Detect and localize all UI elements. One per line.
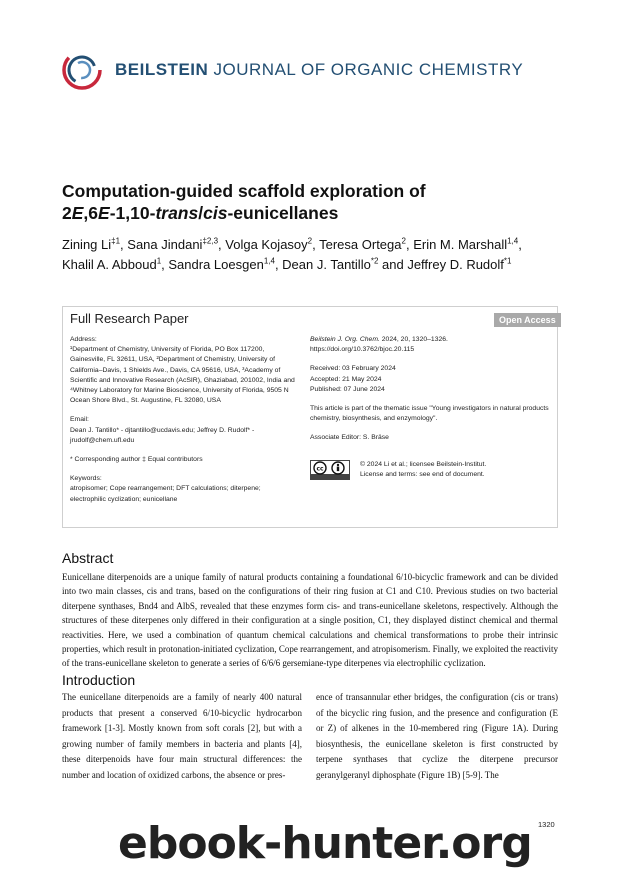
associate-editor: Associate Editor: S. Bräse — [310, 434, 389, 442]
accepted-date: Accepted: 21 May 2024 — [310, 375, 382, 383]
introduction-left-column: The eunicellane diterpenoids are a family of nearly 400 natural products that present a conserved 6/10-bicyclic hydrocarbon framework [1-3]. Mostly known from soft corals [2], but with a growing number of family members in bacteria and plants [4], these diterpenoids have four main structural differences: the number and location of oxidized carbons, the absence or pres- — [62, 692, 302, 780]
author: Sana Jindani$^{\ddagger 2,3}$, — [127, 236, 226, 252]
address-label: Address: — [70, 336, 97, 343]
author: Teresa Ortega$^2$, — [319, 236, 414, 252]
received-date: Received: 03 February 2024 — [310, 365, 396, 373]
author-list — [62, 235, 562, 275]
article-title: Computation-guided scaffold exploration of 2E,6E-1,10-trans/cis-eunicellanes — [62, 181, 426, 223]
author: Jeffrey D. Rudolf$^{*1}$ — [407, 256, 512, 272]
abstract-heading: Abstract — [62, 550, 114, 566]
thematic-issue-note: This article is part of the thematic issue "Young investigators in natural products chemistry, biosynthesis, and enzymology". — [310, 405, 549, 423]
published-date: Published: 07 June 2024 — [310, 385, 385, 393]
address-text: ¹Department of Chemistry, University of Florida, PO Box 117200, Gainesville, FL 32611, USA, ²Department of Chemistry, University of California–Davis, 1 Shields Ave., Davis, CA 95616, USA, ³Academy of Scientific and Innovative Research (AcSIR), Ghaziabad, 201002, India and ⁴Whitney Laboratory for Marine Bioscience, University of Florida, 9505 N Ocean Shore Blvd., St. Augustine, FL 32080, USA — [70, 346, 295, 405]
license-terms: License and terms: see end of document. — [360, 471, 485, 479]
keywords-label: Keywords: — [70, 475, 102, 483]
open-access-badge: Open Access — [494, 313, 561, 327]
copyright: © 2024 Li et al.; licensee Beilstein-Institut. — [360, 461, 487, 468]
keywords-text: atropisomer; Cope rearrangement; DFT calculations; diterpene; electrophilic cyclization; eunicellane — [70, 485, 261, 503]
info-right-column — [310, 335, 550, 453]
journal-name: BEILSTEIN JOURNAL OF ORGANIC CHEMISTRY — [115, 60, 524, 79]
abstract-text: Eunicellane diterpenoids are a unique family of natural products containing a foundational 6/10-bicyclic framework and can be divided into two main classes, cis and trans, based on the configurations of their ring fusion at C1 and C10. Previous studies on two bacterial diterpene synthases, Bnd4 and AlbS, revealed that these enzymes form cis- and trans-eunicellane skeletons, respectively. Although the structures of these diterpenes only differed in their configuration at a single position, C1, they displayed distinct chemical and thermal reactivities. Here, we used a combination of quantum chemical calculations and chemical transformations to probe their intrinsic properties, which result in protonation-initiated cyclization, Cope rearrangement, and atropisomerism. Finally, we exploited the reactivity of the trans-eunicellane skeleton to generate a series of 6/6/6 gersemiane-type diterpenes via electrophilic cyclization. — [62, 572, 558, 669]
doi-link[interactable]: https://doi.org/10.3762/bjoc.20.115 — [310, 346, 415, 354]
license-block — [360, 460, 555, 480]
introduction-right-column: ence of transannular ether bridges, the configuration (cis or trans) of the bicyclic ring fusion, and the presence and configuration (E or Z) of alkenes in the 10-membered ring (Figure 1A). During biosynthesis, the eunicellane skeleton is first constructed by terpene synthases that cyclize the diterpene precursor geranylgeranyl diphosphate (Figure 1B) [5-9]. The — [316, 692, 558, 780]
watermark: ebook-hunter.org — [118, 818, 532, 869]
author: Volga Kojasoy$^2$, — [225, 236, 320, 252]
author: Khalil A. Abboud$^1$, — [62, 256, 169, 272]
svg-text:cc: cc — [316, 465, 324, 473]
author: Zining Li$^{\ddagger 1}$, — [62, 236, 128, 252]
citation: Beilstein J. Org. Chem. 2024, 20, 1320–1326. — [310, 336, 448, 343]
email-text[interactable]: Dean J. Tantillo* - djtantillo@ucdavis.edu; Jeffrey D. Rudolf* - jrudolf@chem.ufl.edu — [70, 426, 255, 444]
article-type: Full Research Paper — [70, 311, 189, 326]
journal-logo-icon — [62, 50, 102, 90]
cc-by-license-icon — [310, 460, 350, 480]
author: Sandra Loesgen$^{1,4}$, — [168, 256, 283, 272]
author-notes: * Corresponding author ‡ Equal contributors — [70, 456, 203, 464]
email-label: Email: — [70, 416, 89, 424]
author: Dean J. Tantillo$^{*2}$ and — [282, 256, 408, 272]
page-number: 1320 — [538, 820, 555, 829]
author: Erin M. Marshall$^{1,4}$, — [413, 236, 522, 252]
introduction-heading: Introduction — [62, 672, 136, 688]
info-left-column — [70, 335, 295, 514]
